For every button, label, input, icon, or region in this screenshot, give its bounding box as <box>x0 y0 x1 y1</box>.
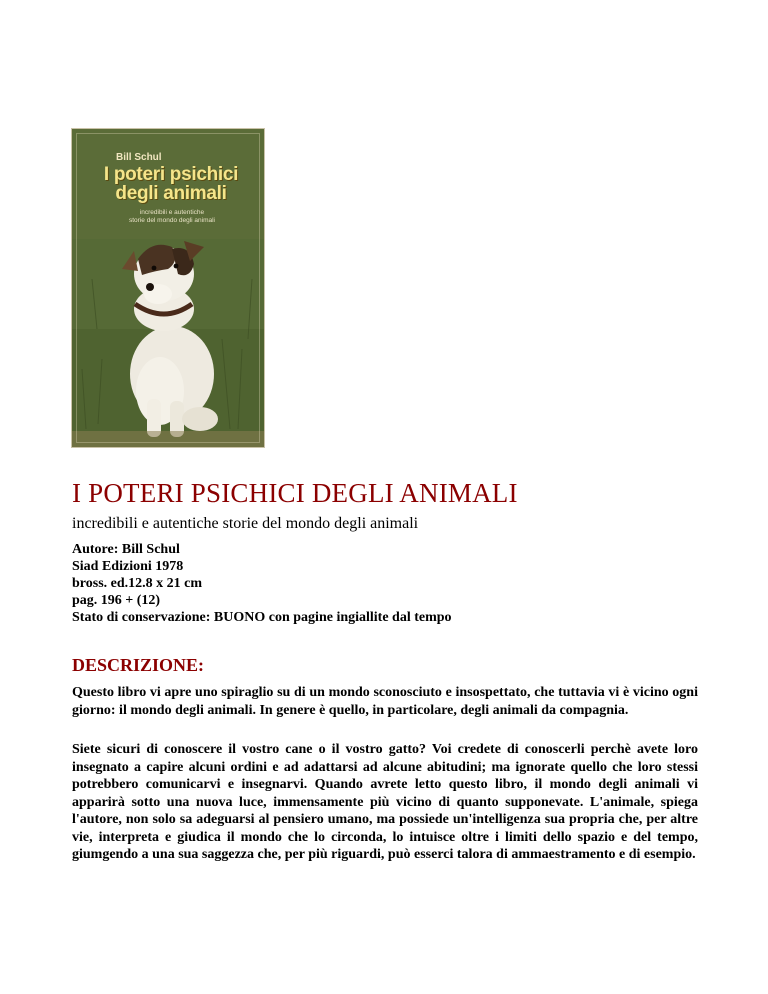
cover-subtitle-line2: storie del mondo degli animali <box>129 217 215 224</box>
cover-title-line2: degli animali <box>115 183 227 204</box>
book-cover-image <box>71 128 265 448</box>
book-title: I POTERI PSICHICI DEGLI ANIMALI <box>72 478 518 508</box>
cover-title <box>86 165 256 203</box>
detail-author: Autore: Bill Schul <box>72 542 180 557</box>
book-details <box>72 541 452 626</box>
detail-publisher: Siad Edizioni 1978 <box>72 559 184 574</box>
description-paragraph-2: Siete sicuri di conoscere il vostro cane o il vostro gatto? Voi credete di conoscerli perchè avete loro insegnato a capire alcuni ordini e ad adattarsi ad alcune abitudini; ma ignorate quello che loro stessi potrebbero comunicarvi e insegnarvi. Quando avrete letto questo libro, il mondo degli animali vi apparirà sotto una nuova luce, immensamente più vicino di quanto supponevate. L'animale, spiega l'autore, non solo sa adeguarsi al pensiero umano, ma possiede un'intelligenza sua propria che, per altre vie, interpreta e giudica il mondo che lo circonda, lo intuisce oltre i limiti dello spazio e del tempo, giumgendo a una sua saggezza che, per più riguardi, può esserci talora di ammaestramento e di esempio. <box>72 742 698 862</box>
cover-title-line1: I poteri psichici <box>103 164 239 185</box>
description-heading: DESCRIZIONE: <box>72 655 205 675</box>
cover-subtitle-line1: incredibili e autentiche <box>139 209 205 216</box>
cover-author: Bill Schul <box>116 152 162 163</box>
book-subtitle: incredibili e autentiche storie del mondo degli animali <box>72 515 419 532</box>
detail-format: bross. ed.12.8 x 21 cm <box>72 576 203 591</box>
description-paragraph-1: Questo libro vi apre uno spiraglio su di un mondo sconosciuto e insospettato, che tuttavia vi è vicino ogni giorno: il mondo degli animali. In genere è quello, in particolare, degli animali da compagnia. <box>72 685 698 718</box>
detail-condition: Stato di conservazione: BUONO con pagine ingiallite dal tempo <box>72 610 452 625</box>
cover-subtitle <box>112 209 232 225</box>
detail-pages: pag. 196 + (12) <box>72 593 161 608</box>
